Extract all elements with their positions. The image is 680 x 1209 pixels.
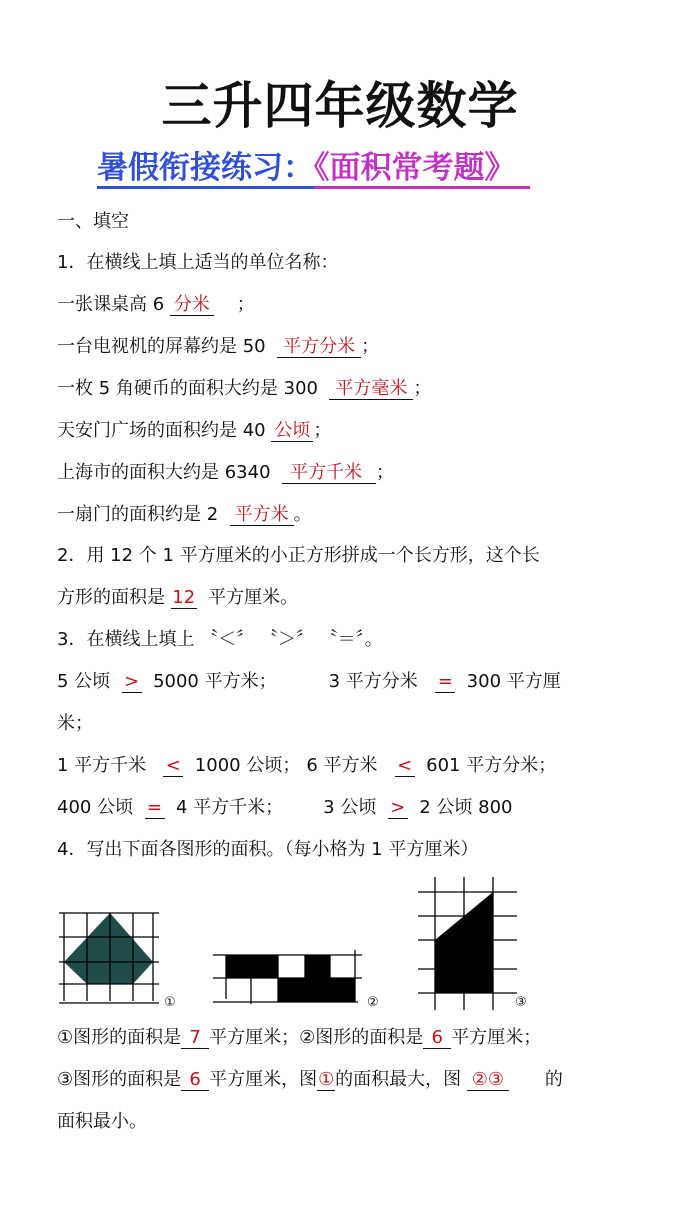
q2-line-1: 2．用 12 个 1 平方厘米的小正方形拼成一个长方形，这个长	[57, 545, 540, 566]
q4-answer-line-2	[57, 1068, 563, 1092]
q1-item-text: 天安门广场的面积约是 40	[57, 420, 272, 441]
q1-item-text: ；	[213, 294, 255, 315]
q4-text: 平方厘米；②图形的面积是	[209, 1027, 424, 1048]
answer-blank: 平方千米	[282, 463, 376, 484]
q4-answer-line-3: 面积最小。	[57, 1111, 147, 1132]
figure-2-grid	[213, 950, 362, 1004]
answer-blank: 公顷	[271, 421, 313, 442]
q4-text: ③图形的面积是	[57, 1069, 182, 1090]
q3-text: 6 平方米	[306, 755, 395, 776]
figure-3-grid	[418, 877, 517, 1010]
q1-item-text: 一台电视机的屏幕约是 50	[57, 336, 278, 357]
figure-3-label: ③	[515, 995, 527, 1010]
figure-1-grid	[59, 913, 159, 1003]
q3-text: 3 公顷	[323, 797, 388, 818]
q4-text: 的面积最大，图	[335, 1069, 467, 1090]
q4-prompt: 4．写出下面各图形的面积。（每小格为 1 平方厘米）	[57, 839, 479, 860]
q1-item-text: 。	[293, 504, 312, 525]
section-heading: 一、填空	[57, 211, 129, 232]
q1-item-text: ；	[313, 420, 332, 441]
answer-blank: >	[122, 672, 142, 693]
q3-row-1-wrap: 米；	[57, 713, 93, 734]
answer-blank: 6	[181, 1070, 209, 1091]
answer-blank: 平方米	[230, 505, 294, 526]
q1-item-text: ；	[413, 378, 432, 399]
q3-text: 400 公顷	[57, 797, 145, 818]
q4-answer-line-1	[57, 1026, 541, 1050]
q1-item-text: 一张课桌高 6	[57, 294, 170, 315]
answer-blank: <	[163, 756, 183, 777]
q3-text: 3 平方分米	[328, 671, 430, 692]
q3-text: 1000 公顷；	[183, 755, 301, 776]
answer-blank: ①	[318, 1069, 335, 1090]
answer-blank: 平方毫米	[329, 379, 413, 400]
answer-blank: ②③	[467, 1070, 509, 1091]
answer-blank: 6	[423, 1028, 451, 1049]
q3-text: 1 平方千米	[57, 755, 164, 776]
answer-blank: =	[435, 672, 455, 693]
q4-text: ①图形的面积是	[57, 1027, 182, 1048]
q1-item-text: ；	[375, 462, 394, 483]
figure-1-label: ①	[164, 995, 176, 1010]
q3-prompt: 3．在横线上填上 〝＜〞 〝＞〞 〝＝〞。	[57, 629, 383, 650]
q3-text: 4 平方千米；	[164, 797, 284, 818]
subtitle-pink: 《面积常考题》	[314, 150, 530, 189]
figure-2-label: ②	[367, 995, 379, 1010]
q1-item-text: ；	[361, 336, 380, 357]
answer-blank: 分米	[170, 295, 214, 316]
answer-blank: =	[145, 798, 165, 819]
q2-text: 平方厘米。	[196, 587, 299, 608]
answer-blank: 平方分米	[277, 337, 361, 358]
q4-text: 的	[544, 1069, 563, 1090]
page-title: 三升四年级数学	[161, 76, 519, 135]
q2-text: 方形的面积是	[57, 587, 171, 608]
q3-text: 300 平方厘	[455, 671, 561, 692]
q3-text: 601 平方分米；	[414, 755, 557, 776]
answer-blank: <	[395, 756, 415, 777]
q1-item-text: 一扇门的面积约是 2	[57, 504, 230, 525]
q4-text: 平方厘米；	[451, 1027, 542, 1048]
q3-text: 5000 平方米；	[141, 671, 277, 692]
q1-item-text: 一枚 5 角硬币的面积大约是 300	[57, 378, 330, 399]
answer-blank: 12	[172, 587, 196, 608]
q1-item-text: 上海市的面积大约是 6340	[57, 462, 282, 483]
q4-text: 平方厘米，图	[209, 1069, 318, 1090]
figure-1-shape	[64, 913, 153, 984]
q3-text: 5 公顷	[57, 671, 122, 692]
q3-text: 2 公顷 800	[407, 797, 513, 818]
answer-blank: 7	[181, 1028, 209, 1049]
subtitle-blue: 暑假衔接练习：	[97, 150, 314, 189]
answer-blank: >	[388, 798, 408, 819]
q1-prompt: 1．在横线上填上适当的单位名称：	[57, 252, 339, 273]
